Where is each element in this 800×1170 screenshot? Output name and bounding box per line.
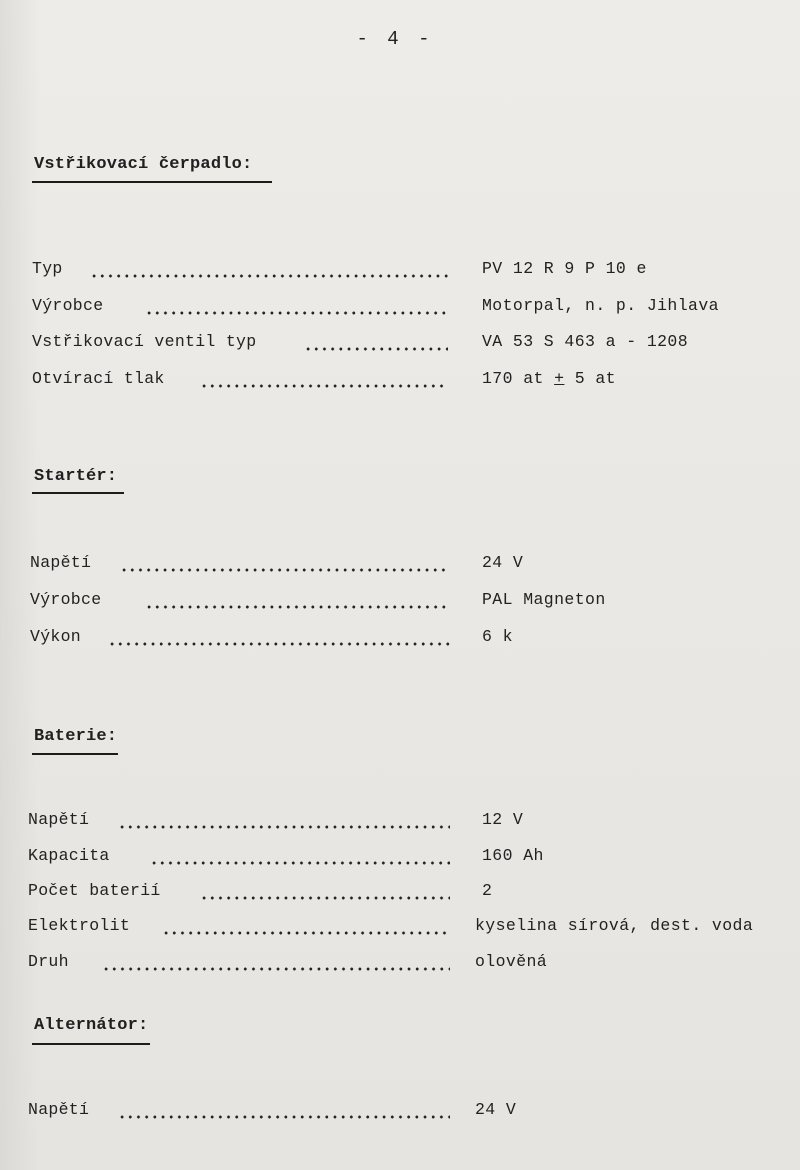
spec-label: Napětí [28,810,90,829]
spec-label: Výrobce [32,296,104,315]
spec-label: Výkon [30,627,82,646]
value-part: 170 at [482,369,555,388]
dot-leader [162,931,450,935]
dot-leader [145,311,448,315]
spec-value: VA 53 S 463 a - 1208 [482,332,689,351]
spec-label: Elektrolit [28,916,131,935]
dot-leader [118,825,450,829]
heading-underline [32,181,272,183]
spec-row-manufacturer [0,296,800,322]
spec-row-voltage [0,810,800,836]
spec-row-manufacturer [0,590,800,616]
section-heading-injection-pump: Vstřikovací čerpadlo: [34,155,253,174]
spec-label: Otvírací tlak [32,369,165,388]
heading-underline [32,1043,150,1045]
plus-minus-sign: + [554,369,565,388]
dot-leader [200,384,448,388]
spec-row-battery-count [0,881,800,907]
spec-value: 12 V [482,810,524,829]
spec-value: 6 k [482,627,513,646]
spec-value: PAL Magneton [482,590,606,609]
section-heading-starter: Startér: [34,467,118,486]
spec-row-voltage [0,1100,800,1126]
spec-label: Výrobce [30,590,102,609]
spec-value: olověná [475,952,548,971]
page-number: - 4 - [356,28,434,50]
spec-label: Napětí [30,553,92,572]
dot-leader [145,605,450,609]
dot-leader [150,861,450,865]
spec-row-capacity [0,846,800,872]
dot-leader [90,274,448,278]
dot-leader [304,347,448,351]
section-heading-alternator: Alternátor: [34,1016,149,1035]
spec-value: 24 V [475,1100,517,1119]
spec-value: kyselina sírová, dest. voda [475,916,754,935]
dot-leader [108,642,450,646]
spec-label: Kapacita [28,846,110,865]
section-heading-battery: Baterie: [34,727,118,746]
spec-label: Vstřikovací ventil typ [32,332,257,351]
spec-label: Typ [32,259,63,278]
dot-leader [200,896,450,900]
dot-leader [118,1115,450,1119]
spec-row-injection-valve-type [0,332,800,358]
spec-value: 160 Ah [482,846,544,865]
spec-row-type [0,259,800,285]
spec-label: Počet baterií [28,881,161,900]
spec-value: 2 [482,881,493,900]
spec-label: Druh [28,952,69,971]
spec-row-power [0,627,800,653]
value-part: 5 at [564,369,616,388]
spec-row-electrolyte [0,916,800,942]
spec-value: PV 12 R 9 P 10 e [482,259,647,278]
spec-label: Napětí [28,1100,90,1119]
heading-underline [32,753,118,755]
spec-row-voltage [0,553,800,579]
spec-row-opening-pressure [0,369,800,395]
spec-value: Motorpal, n. p. Jihlava [482,296,719,315]
dot-leader [102,967,450,971]
heading-underline [32,492,124,494]
spec-value [482,369,616,388]
spec-value: 24 V [482,553,524,572]
dot-leader [120,568,450,572]
spec-row-type [0,952,800,978]
